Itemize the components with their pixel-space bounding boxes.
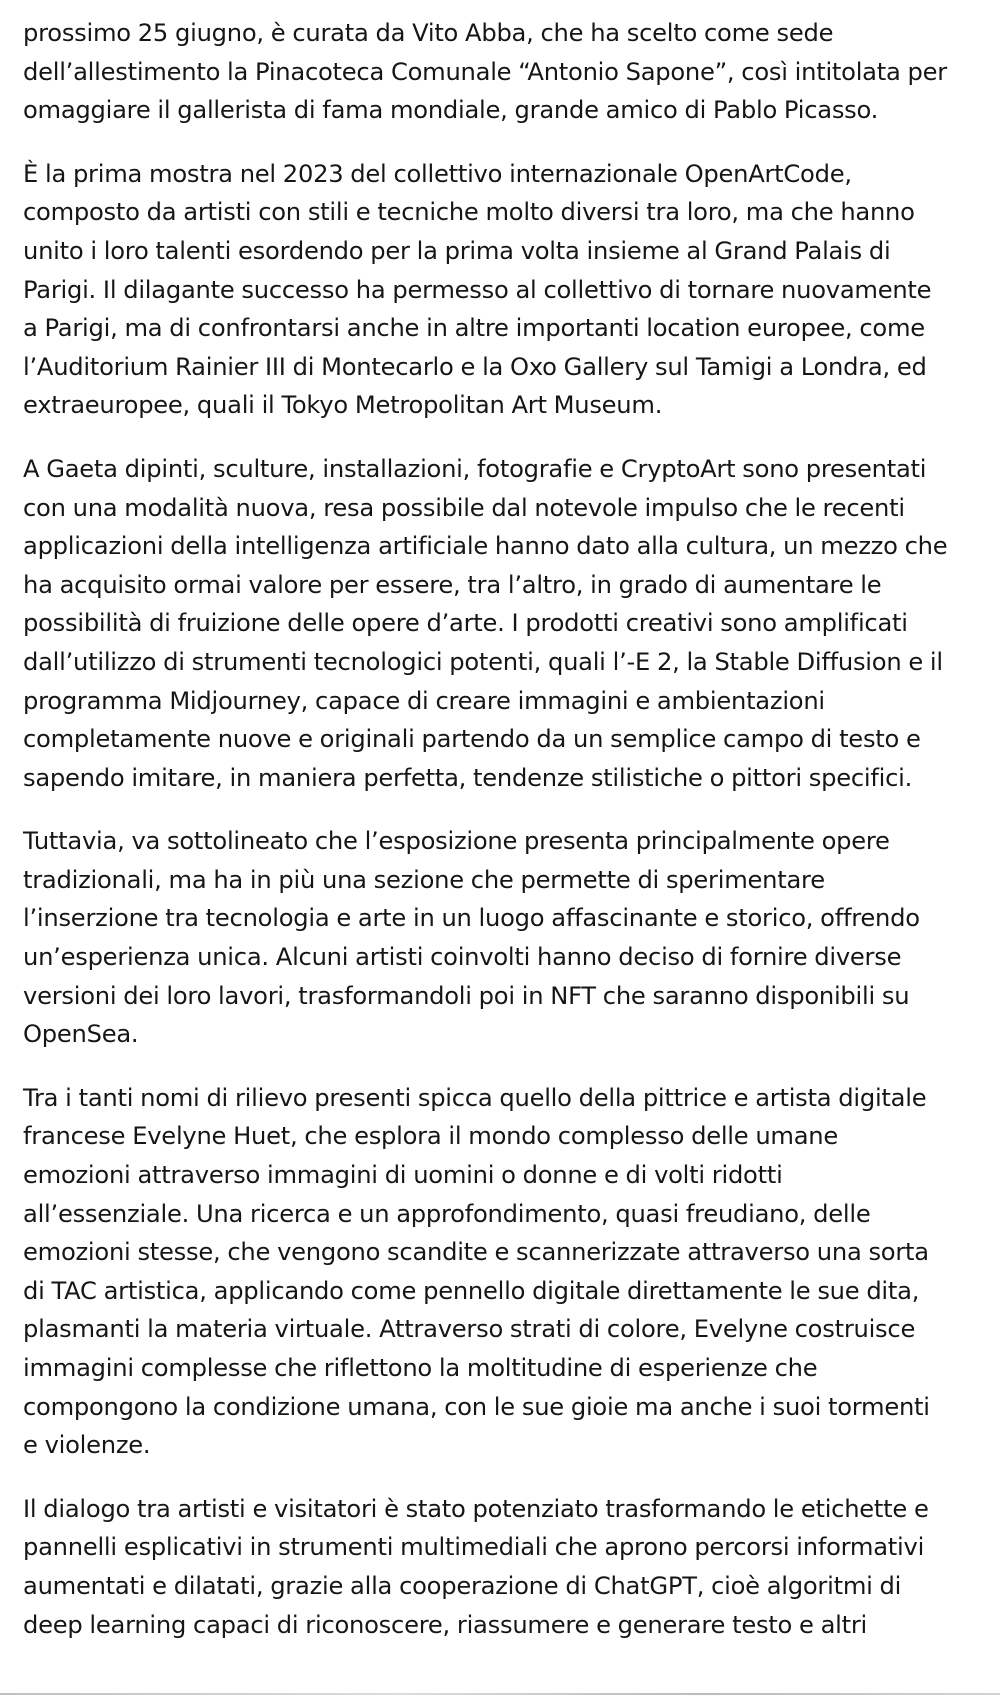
text-line: Parigi. Il dilagante successo ha permesso al collettivo di tornare nuovamente [23,275,932,304]
text-line: un’esperienza unica. Alcuni artisti coinvolti hanno deciso di fornire diverse [23,943,902,972]
text-line: È la prima mostra nel 2023 del collettivo internazionale OpenArtCode, [23,159,852,188]
paragraph-chatgpt-dialogue [23,1490,978,1644]
text-line: e violenze. [23,1431,151,1460]
text-line: extraeuropee, quali il Tokyo Metropolitan Art Museum. [23,391,663,420]
page-bottom-edge [0,1693,1000,1695]
text-line: A Gaeta dipinti, sculture, installazioni, fotografie e CryptoArt sono presentati [23,454,927,483]
text-line: tradizionali, ma ha in più una sezione che permette di sperimentare [23,865,825,894]
paragraph-openartcode-collective [23,155,978,425]
text-line: plasmanti la materia virtuale. Attraverso strati di colore, Evelyne costruisce [23,1315,916,1344]
text-line: emozioni stesse, che vengono scandite e scannerizzate attraverso una sorta [23,1238,929,1267]
article-body [23,14,978,1669]
text-line: ha acquisito ormai valore per essere, tra l’altro, in grado di aumentare le [23,570,882,599]
text-line: Il dialogo tra artisti e visitatori è stato potenziato trasformando le etichette e [23,1494,929,1523]
text-line: unito i loro talenti esordendo per la prima volta insieme al Grand Palais di [23,236,891,265]
text-line: versioni dei loro lavori, trasformandoli poi in NFT che saranno disponibili su [23,981,910,1010]
text-line: dall’utilizzo di strumenti tecnologici potenti, quali l’-E 2, la Stable Diffusion e il [23,647,943,676]
paragraph-traditional-works-nft [23,822,978,1054]
text-line: pannelli esplicativi in strumenti multimediali che aprono percorsi informativi [23,1533,925,1562]
text-line: dell’allestimento la Pinacoteca Comunale “Antonio Sapone”, così intitolata per [23,57,947,86]
text-line: possibilità di fruizione delle opere d’arte. I prodotti creativi sono amplificati [23,609,908,638]
text-line: aumentati e dilatati, grazie alla cooperazione di ChatGPT, cioè algoritmi di [23,1571,902,1600]
text-line: emozioni attraverso immagini di uomini o donne e di volti ridotti [23,1161,783,1190]
text-line: omaggiare il gallerista di fama mondiale, grande amico di Pablo Picasso. [23,96,879,125]
paragraph-artificial-intelligence [23,450,978,797]
text-line: con una modalità nuova, resa possibile dal notevole impulso che le recenti [23,493,905,522]
text-line: OpenSea. [23,1020,139,1049]
text-line: programma Midjourney, capace di creare immagini e ambientazioni [23,686,825,715]
text-line: Tuttavia, va sottolineato che l’esposizione presenta principalmente opere [23,827,890,856]
text-line: Tra i tanti nomi di rilievo presenti spicca quello della pittrice e artista digitale [23,1083,927,1112]
text-line: sapendo imitare, in maniera perfetta, tendenze stilistiche o pittori specifici. [23,763,913,792]
text-line: immagini complesse che riflettono la moltitudine di esperienze che [23,1354,818,1382]
text-line: composto da artisti con stili e tecniche molto diversi tra loro, ma che hanno [23,198,915,227]
text-line: completamente nuove e originali partendo da un semplice campo di testo e [23,725,921,754]
text-line: di TAC artistica, applicando come pennello digitale direttamente le sue dita, [23,1276,920,1305]
paragraph-evelyne-huet [23,1079,978,1465]
text-line: compongono la condizione umana, con le sue gioie ma anche i suoi tormenti [23,1392,930,1421]
text-line: l’inserzione tra tecnologia e arte in un luogo affascinante e storico, offrendo [23,904,920,933]
text-line: all’essenziale. Una ricerca e un approfondimento, quasi freudiano, delle [23,1199,871,1228]
text-line: deep learning capaci di riconoscere, riassumere e generare testo e altri [23,1610,868,1639]
text-line: l’Auditorium Rainier III di Montecarlo e la Oxo Gallery sul Tamigi a Londra, ed [23,352,927,381]
text-line: a Parigi, ma di confrontarsi anche in altre importanti location europee, come [23,314,925,343]
text-line: prossimo 25 giugno, è curata da Vito Abba, che ha scelto come sede [23,19,834,47]
text-line: applicazioni della intelligenza artificiale hanno dato alla cultura, un mezzo che [23,532,948,561]
paragraph-exhibition-venue [23,14,978,130]
text-line: francese Evelyne Huet, che esplora il mondo complesso delle umane [23,1122,839,1151]
